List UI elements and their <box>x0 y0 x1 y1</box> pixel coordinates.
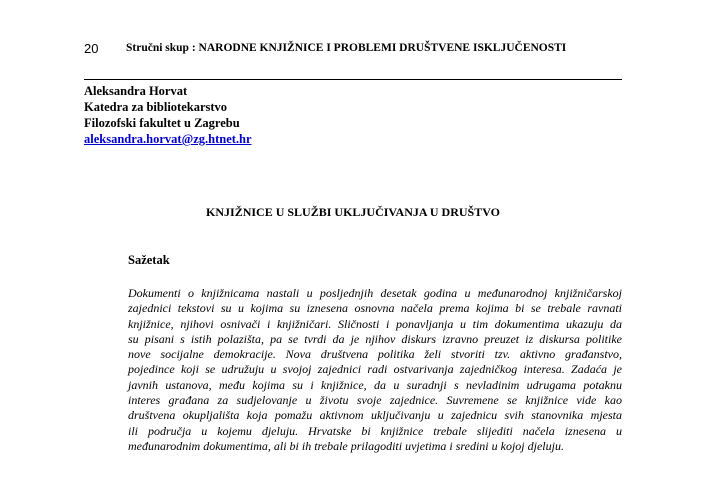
running-header: Stručni skup : NARODNE KNJIŽNICE I PROBLEMI DRUŠTVENE ISKLJUČENOSTI <box>126 42 567 54</box>
page-number: 20 <box>84 41 99 56</box>
abstract-line: društvena okupljališta koja pomažu aktivnom uključivanju u zajednicu svih stanovnika mjesta <box>128 408 622 423</box>
author-department: Katedra za bibliotekarstvo <box>84 100 228 114</box>
author-block <box>84 83 252 147</box>
author-name: Aleksandra Horvat <box>84 84 188 98</box>
author-email-link[interactable]: aleksandra.horvat@zg.htnet.hr <box>84 132 252 146</box>
abstract-line: knjižnice, njihovi osnivači i knjižničari. Sličnosti i ponavljanja u tim dokumentima ukazuju da <box>128 316 622 331</box>
header-rule <box>84 79 622 80</box>
abstract-line: zajednici tekstovi su u kojima su iznesena osnovna načela prema kojima bi se trebale ravnati <box>128 301 622 316</box>
abstract-line: pojedince koji se udružuju u svojoj zajednici radi ostvarivanja zajedničkog interesa. Zadaća je <box>128 362 622 377</box>
abstract-line: Dokumenti o knjižnicama nastali u posljednjih desetak godina u međunarodnoj knjižničarskoj <box>128 286 622 300</box>
abstract-line: nove socijalne demokracije. Nova društvena politika želi stvoriti tzv. aktivno građanstvo, <box>128 347 622 362</box>
abstract-heading: Sažetak <box>128 253 170 267</box>
abstract-line: međunarodnim dokumentima, ali bi ih trebale prilagoditi uvjetima i sredini u kojoj djeluju. <box>128 438 564 453</box>
abstract-line: interes građana za sudjelovanje u životu svoje zajednice. Suvremene se knjižnice vide kao <box>128 393 622 408</box>
article-title: KNJIŽNICE U SLUŽBI UKLJUČIVANJA U DRUŠTVO <box>206 205 500 219</box>
abstract-line: ili područja u kojemu djeluju. Hrvatske bi knjižnice trebale slijediti načela iznesena u <box>128 423 622 438</box>
abstract-line: su pisani s istih polazišta, pa se tvrdi da je njihov diskurs izravno preuzet iz diskursa politike <box>128 331 622 346</box>
abstract-line: javnih ustanova, među kojima su i knjižnice, da u suradnji s nevladinim udrugama potaknu <box>128 377 622 392</box>
abstract-body <box>128 286 622 454</box>
author-faculty: Filozofski fakultet u Zagrebu <box>84 116 240 130</box>
